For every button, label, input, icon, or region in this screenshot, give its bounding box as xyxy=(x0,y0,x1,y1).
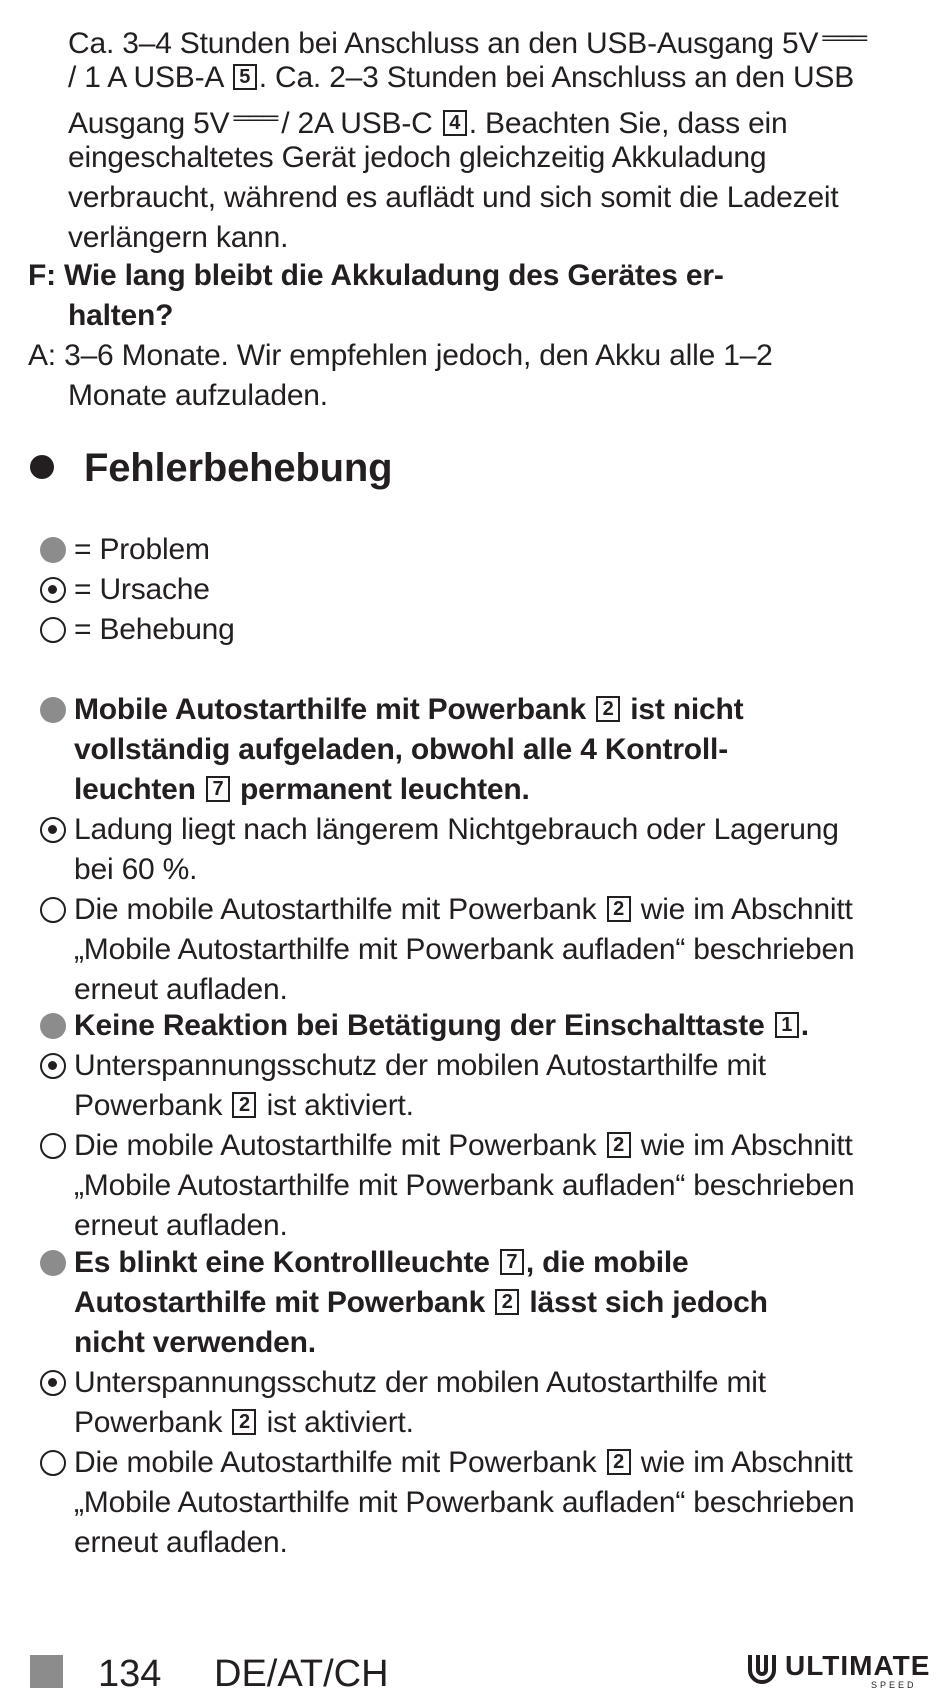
intro-text: . Beachten Sie, dass ein xyxy=(468,107,788,140)
ref-badge: 2 xyxy=(495,1289,519,1315)
issue2-fix-line-1 xyxy=(74,1126,853,1166)
cause-icon xyxy=(40,577,66,603)
fix-icon xyxy=(40,1450,66,1476)
issue3-cause-line-1: Unterspannungsschutz der mobilen Autostarthilfe mit xyxy=(74,1366,766,1399)
issue3-problem-line-1 xyxy=(74,1243,689,1283)
ref-badge: 2 xyxy=(607,1132,631,1158)
issue2-cause-line-2 xyxy=(74,1086,414,1126)
problem-text: Es blinkt eine Kontrollleuchte xyxy=(74,1246,490,1279)
faq-question: F: Wie lang bleibt die Akkuladung des Gerätes er- xyxy=(28,259,724,292)
issue1-problem-line-2: vollständig aufgeladen, obwohl alle 4 Kontroll- xyxy=(74,733,728,766)
intro-line-6: verlängern kann. xyxy=(68,221,289,254)
legend-fix: = Behebung xyxy=(74,613,235,646)
issue3-problem-line-2 xyxy=(74,1283,768,1323)
ref-badge: 2 xyxy=(596,696,620,722)
problem-text: lässt sich jedoch xyxy=(529,1286,768,1319)
intro-line-4: eingeschaltetes Gerät jedoch gleichzeitig Akkuladung xyxy=(68,141,767,174)
legend-problem: = Problem xyxy=(74,533,210,566)
fix-icon xyxy=(40,897,66,923)
issue2-fix-line-3: erneut aufladen. xyxy=(74,1209,288,1242)
issue1-fix-line-2: „Mobile Autostarthilfe mit Powerbank aufladen“ beschrieben xyxy=(74,933,855,966)
faq-answer-cont: Monate aufzuladen. xyxy=(68,379,328,412)
problem-icon xyxy=(40,1250,66,1276)
cause-icon xyxy=(40,1370,66,1396)
intro-text: Ca. 3–4 Stunden bei Anschluss an den USB-Ausgang 5V xyxy=(68,27,819,60)
problem-text: permanent leuchten. xyxy=(240,773,530,806)
issue1-fix-line-1 xyxy=(74,890,853,930)
intro-line-5: verbraucht, während es auflädt und sich somit die Ladezeit xyxy=(68,181,839,214)
intro-line-2 xyxy=(68,58,854,98)
fix-text: Die mobile Autostarthilfe mit Powerbank xyxy=(74,893,597,926)
issue1-cause-line-1: Ladung liegt nach längerem Nichtgebrauch oder Lagerung xyxy=(74,813,839,846)
cause-text: ist aktiviert. xyxy=(266,1089,414,1122)
problem-text: . xyxy=(800,1009,809,1042)
issue3-fix-line-2: „Mobile Autostarthilfe mit Powerbank aufladen“ beschrieben xyxy=(74,1486,855,1519)
issue2-problem-line-1 xyxy=(74,1006,809,1046)
ref-badge: 7 xyxy=(206,776,230,802)
section-bullet-icon xyxy=(30,455,54,479)
page-number: 134 xyxy=(98,1653,162,1695)
ref-badge: 2 xyxy=(607,1449,631,1475)
ref-badge: 2 xyxy=(607,896,631,922)
fix-icon xyxy=(40,617,66,643)
section-title: Fehlerbehebung xyxy=(84,446,393,490)
cause-text: ist aktiviert. xyxy=(266,1406,414,1439)
brand-logo-icon xyxy=(745,1650,779,1684)
faq-question-cont: halten? xyxy=(68,299,174,332)
region-label: DE/AT/CH xyxy=(214,1653,389,1695)
brand-name: ULTIMATE xyxy=(785,1650,931,1681)
brand-logo xyxy=(745,1650,931,1690)
fix-icon xyxy=(40,1133,66,1159)
ref-badge: 7 xyxy=(500,1249,524,1275)
issue1-problem-line-3 xyxy=(74,770,530,810)
problem-icon xyxy=(40,697,66,723)
dc-symbol: ═══ xyxy=(822,25,867,50)
cause-text: Powerbank xyxy=(74,1089,223,1122)
issue3-cause-line-2 xyxy=(74,1403,414,1443)
intro-text: / 2A USB-C xyxy=(281,107,433,140)
issue1-problem-line-1 xyxy=(74,690,743,730)
cause-icon xyxy=(40,1053,66,1079)
issue2-cause-line-1: Unterspannungsschutz der mobilen Autostarthilfe mit xyxy=(74,1049,766,1082)
problem-icon xyxy=(40,1013,66,1039)
issue3-fix-line-1 xyxy=(74,1443,853,1483)
ref-badge: 4 xyxy=(443,110,467,136)
ref-badge: 1 xyxy=(775,1012,799,1038)
fix-text: Die mobile Autostarthilfe mit Powerbank xyxy=(74,1446,597,1479)
problem-text: Autostarthilfe mit Powerbank xyxy=(74,1286,486,1319)
brand-subtitle: SPEED xyxy=(871,1680,917,1690)
intro-text: Ausgang 5V xyxy=(68,107,230,140)
fix-text: wie im Abschnitt xyxy=(640,1446,853,1479)
issue3-fix-line-3: erneut aufladen. xyxy=(74,1526,288,1559)
issue2-fix-line-2: „Mobile Autostarthilfe mit Powerbank aufladen“ beschrieben xyxy=(74,1169,855,1202)
cause-icon xyxy=(40,817,66,843)
problem-text: , die mobile xyxy=(525,1246,689,1279)
issue1-fix-line-3: erneut aufladen. xyxy=(74,973,288,1006)
problem-text: ist nicht xyxy=(630,693,744,726)
intro-text: / 1 A USB-A xyxy=(68,61,223,94)
fix-text: wie im Abschnitt xyxy=(640,1129,853,1162)
issue1-cause-line-2: bei 60 %. xyxy=(74,853,198,886)
problem-text: Mobile Autostarthilfe mit Powerbank xyxy=(74,693,586,726)
fix-text: Die mobile Autostarthilfe mit Powerbank xyxy=(74,1129,597,1162)
legend-cause: = Ursache xyxy=(74,573,210,606)
faq-answer: A: 3–6 Monate. Wir empfehlen jedoch, den Akku alle 1–2 xyxy=(28,339,773,372)
ref-badge: 5 xyxy=(233,64,257,90)
ref-badge: 2 xyxy=(232,1092,256,1118)
problem-text: Keine Reaktion bei Betätigung der Einschalttaste xyxy=(74,1009,765,1042)
dc-symbol: ═══ xyxy=(233,105,278,130)
cause-text: Powerbank xyxy=(74,1406,223,1439)
intro-text: . Ca. 2–3 Stunden bei Anschluss an den USB xyxy=(258,61,855,94)
issue3-problem-line-3: nicht verwenden. xyxy=(74,1326,316,1359)
footer-marker-icon xyxy=(30,1655,63,1688)
problem-text: leuchten xyxy=(74,773,196,806)
fix-text: wie im Abschnitt xyxy=(640,893,853,926)
problem-icon xyxy=(40,537,66,563)
ref-badge: 2 xyxy=(232,1409,256,1435)
